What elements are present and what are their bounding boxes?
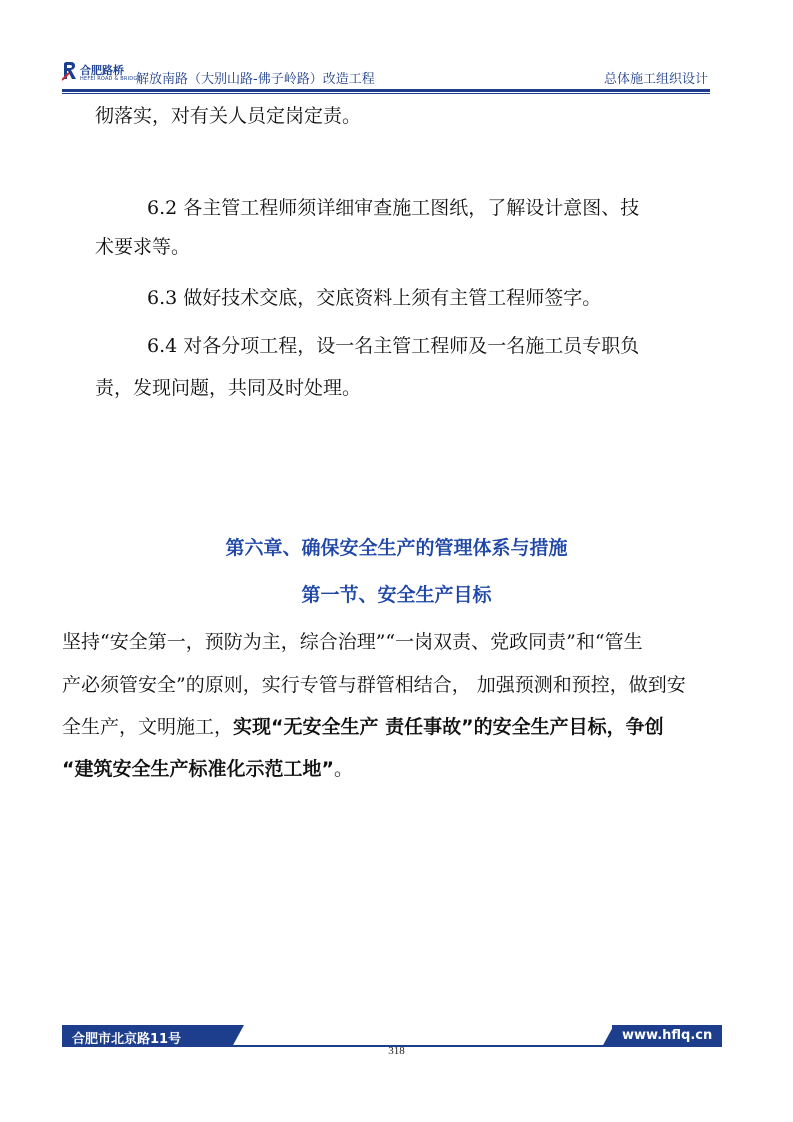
- page-number: 318: [388, 1045, 405, 1057]
- paragraph-6-2-line1: 6.2 各主管工程师须详细审查施工图纸，了解设计意图、技: [147, 197, 640, 219]
- section-text-line3-bold: 实现“无安全生产 责任事故”的安全生产目标，争创: [233, 716, 664, 738]
- body-line: 彻落实，对有关人员定岗定责。: [95, 105, 362, 127]
- paragraph-6-4-line1: 6.4 对各分项工程，设一名主管工程师及一名施工员专职负: [147, 335, 640, 357]
- footer-address-band: [62, 1025, 232, 1047]
- chapter-title: 第六章、确保安全生产的管理体系与措施: [225, 537, 568, 559]
- paragraph-6-2-line2: 术要求等。: [95, 236, 191, 258]
- section-title: 第一节、安全生产目标: [301, 584, 492, 606]
- section-text-line3-normal: 全生产，文明施工，: [62, 716, 234, 738]
- footer-website: www.hflq.cn: [622, 1028, 713, 1043]
- header-document-title: 总体施工组织设计: [603, 72, 708, 87]
- logo-text-cn: 合肥路桥: [80, 64, 124, 77]
- section-text-line4-end: 。: [333, 758, 353, 780]
- section-text-line4-bold: “建筑安全生产标准化示范工地”: [62, 758, 334, 780]
- header-divider-thin: [62, 93, 710, 94]
- footer-address: 合肥市北京路11号: [72, 1032, 182, 1047]
- footer-website-band: [612, 1025, 722, 1047]
- section-text-line3: [62, 715, 664, 739]
- section-text-line2: 产必须管安全”的原则，实行专管与群管相结合， 加强预测和预控，做到安: [62, 674, 686, 696]
- section-text-line1: 坚持“安全第一，预防为主，综合治理”“一岗双责、党政同责”和“管生: [62, 631, 643, 653]
- paragraph-6-4-line2: 责，发现问题，共同及时处理。: [95, 377, 362, 399]
- section-text-line4: [62, 757, 353, 781]
- header-divider: [62, 89, 710, 92]
- header-project-title: 解放南路（大别山路-佛子岭路）改造工程: [136, 72, 375, 87]
- logo-mark-icon: [62, 61, 78, 81]
- paragraph-6-3: 6.3 做好技术交底，交底资料上须有主管工程师签字。: [147, 287, 602, 309]
- logo-text-en: HEFEI ROAD & BRIDGE: [80, 76, 141, 82]
- page-header: [62, 58, 710, 98]
- footer-wedge-left: [232, 1025, 244, 1047]
- company-logo: [62, 61, 141, 85]
